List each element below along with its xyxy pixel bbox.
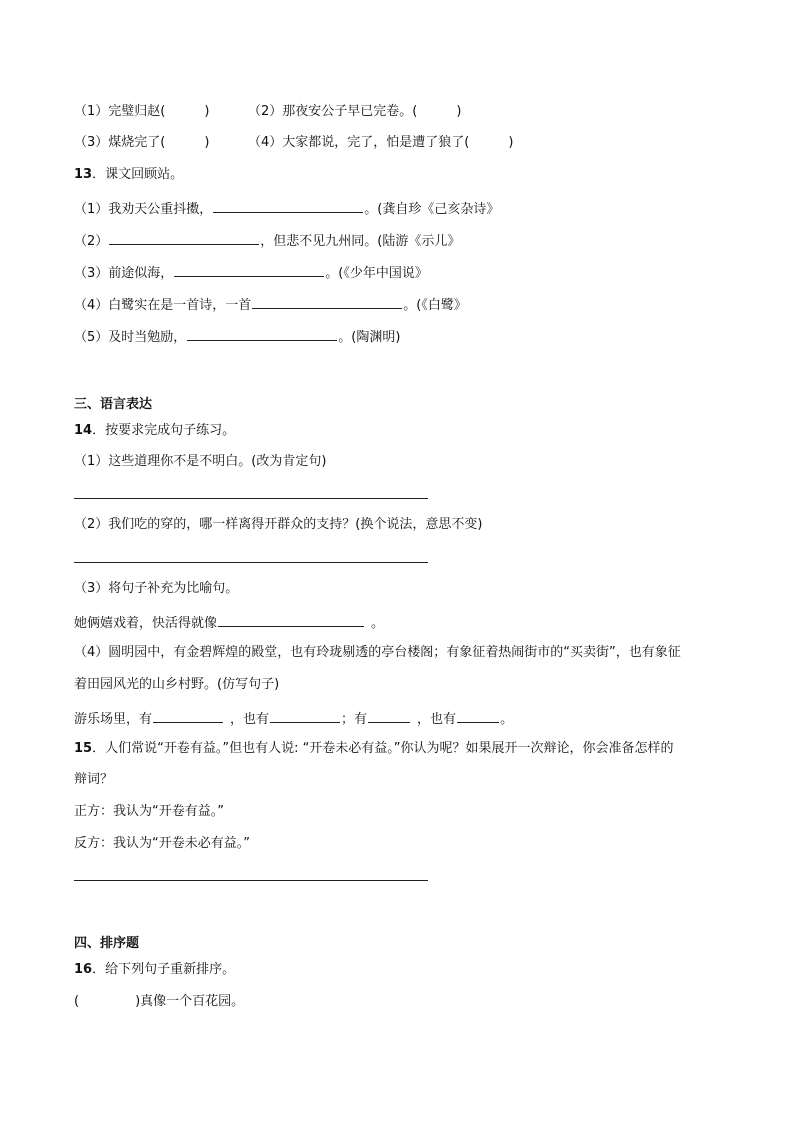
q15-title-text: ．人们常说“开卷有益。”但也有人说: “开卷未必有益。”你认为呢？如果展开一次辩论，你会准备怎样的 <box>92 741 674 756</box>
q13-item-3-source: 。(《少年中国说》 <box>325 266 428 281</box>
q13-blank-5[interactable] <box>187 326 337 341</box>
q14-title-text: ．按要求完成句子练习。 <box>92 423 236 438</box>
q13-item-1 <box>74 198 499 219</box>
q13-item-2-text: （2） <box>74 234 109 249</box>
q16-item-1-text: )真像一个百花园。 <box>135 994 245 1009</box>
q13-item-2-source: ，但悲不见九州同。(陆游《示儿》 <box>260 234 461 249</box>
q13-title-text: ．课文回顾站。 <box>92 167 184 182</box>
q13-item-4-source: 。(《白鹭》 <box>403 298 467 313</box>
q14-part-4-line-2: 着田园风光的山乡村野。(仿写句子) <box>74 677 280 692</box>
q14-part-4-blank-2[interactable] <box>270 708 340 723</box>
q14-part-1: （1）这些道理你不是不明白。(改为肯定句) <box>74 454 327 469</box>
q15-answer-line[interactable] <box>74 880 428 881</box>
section-4-heading: 四、排序题 <box>74 936 140 951</box>
section-3-heading: 三、语言表达 <box>74 397 153 412</box>
q13-item-5 <box>74 326 400 347</box>
q14-part-4-text-1: 游乐场里，有 <box>74 712 153 727</box>
q12-option-1: （1）完璧归赵( ) <box>74 104 210 119</box>
q16-number: 16 <box>74 962 93 977</box>
q12-option-3: （3）煤烧完了( ) <box>74 135 210 150</box>
q14-part-4-line-1: （4）圆明园中，有金碧辉煌的殿堂，也有玲珑剔透的亭台楼阁；有象征着热闹街市的“买卖街”，也有象征 <box>74 645 681 660</box>
q14-part-3-blank[interactable] <box>218 612 364 627</box>
q16-title <box>74 961 235 979</box>
q14-part-1-answer-line[interactable] <box>74 498 428 499</box>
q12-option-4: （4）大家都说，完了，怕是遭了狼了( ) <box>248 135 514 150</box>
q12-option-2: （2）那夜安公子早已完卷。( ) <box>248 104 462 119</box>
q14-part-4-sentence <box>74 708 513 729</box>
q13-item-4-text: （4）白鹭实在是一首诗，一首 <box>74 298 252 313</box>
q13-item-4 <box>74 294 467 315</box>
q13-blank-4[interactable] <box>252 294 402 309</box>
q13-number: 13 <box>74 167 93 182</box>
q13-item-1-text: （1）我劝天公重抖擞， <box>74 202 213 217</box>
q15-pro: 正方：我认为“开卷有益。” <box>74 804 224 819</box>
q15-title-cont: 辩词？ <box>74 772 114 787</box>
q14-part-4-blank-4[interactable] <box>457 708 499 723</box>
q13-title <box>74 166 183 184</box>
q13-item-2 <box>74 230 460 251</box>
q16-item-1-open: ( <box>74 994 80 1009</box>
q16-item-1 <box>74 993 244 1011</box>
q14-number: 14 <box>74 423 93 438</box>
q13-blank-3[interactable] <box>174 262 324 277</box>
q13-item-5-source: 。(陶渊明) <box>338 330 401 345</box>
q13-item-3 <box>74 262 428 283</box>
q16-title-text: ．给下列句子重新排序。 <box>92 962 236 977</box>
q14-part-4-blank-3[interactable] <box>368 708 410 723</box>
q14-part-2: （2）我们吃的穿的，哪一样离得开群众的支持？(换个说法，意思不变) <box>74 517 483 532</box>
q13-item-1-source: 。(龚自珍《己亥杂诗》 <box>364 202 500 217</box>
q14-part-3-sentence <box>74 612 384 633</box>
q14-title <box>74 422 235 440</box>
q14-part-4-text-3: ；有 <box>341 712 368 727</box>
q14-part-4-text-2: ，也有 <box>230 712 270 727</box>
q14-part-3-end: 。 <box>371 616 385 631</box>
q14-part-3: （3）将句子补充为比喻句。 <box>74 581 239 596</box>
q14-part-4-text-5: 。 <box>500 712 514 727</box>
q14-part-2-answer-line[interactable] <box>74 562 428 563</box>
q14-part-4-blank-1[interactable] <box>153 708 223 723</box>
q13-blank-1[interactable] <box>213 198 363 213</box>
q15-number: 15 <box>74 741 93 756</box>
q13-item-3-text: （3）前途似海， <box>74 266 174 281</box>
q15-title <box>74 740 674 758</box>
q13-item-5-text: （5）及时当勉励， <box>74 330 187 345</box>
q14-part-4-text-4: ，也有 <box>417 712 457 727</box>
q14-part-3-text: 她俩嬉戏着，快活得就像 <box>74 616 218 631</box>
q15-con: 反方：我认为“开卷未必有益。” <box>74 836 250 851</box>
q13-blank-2[interactable] <box>109 230 259 245</box>
